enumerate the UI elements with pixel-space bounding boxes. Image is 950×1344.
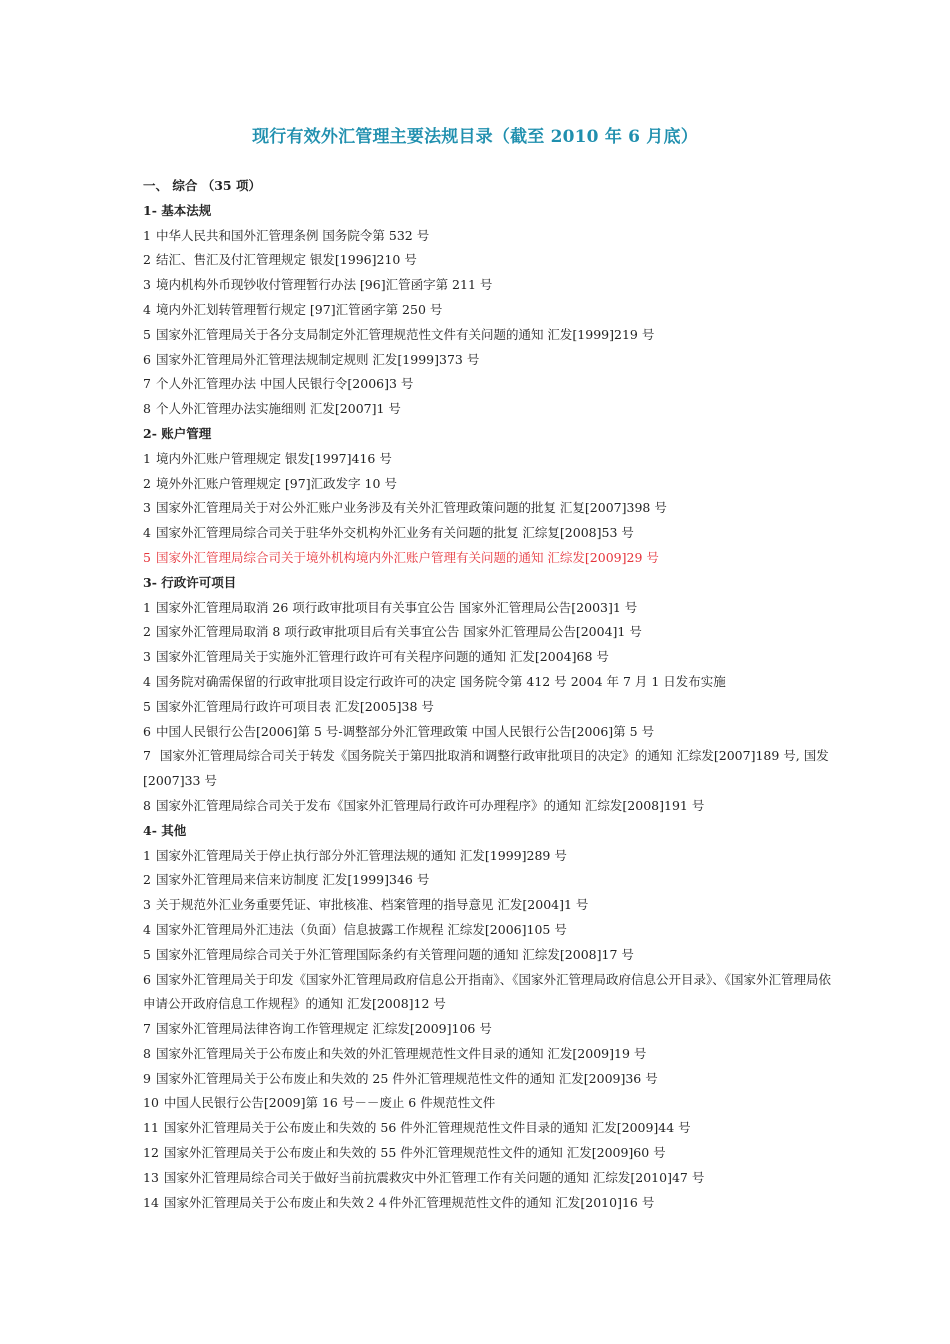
list-item: 14 国家外汇管理局关于公布废止和失效２４件外汇管理规范性文件的通知 汇发[2010]16 号 <box>143 1194 655 1210</box>
list-item: 4 国家外汇管理局综合司关于驻华外交机构外汇业务有关问题的批复 汇综复[2008]53 号 <box>143 525 634 541</box>
list-item: 4 国家外汇管理局外汇违法（负面）信息披露工作规程 汇综发[2006]105 号 <box>143 921 567 937</box>
list-item: 3 关于规范外汇业务重要凭证、审批核准、档案管理的指导意见 汇发[2004]1 号 <box>143 897 589 913</box>
subsection-heading-basic-laws: 1- 基本法规 <box>143 202 212 218</box>
list-item: 4 境内外汇划转管理暂行规定 [97]汇管函字第 250 号 <box>143 301 443 317</box>
list-item: 7 国家外汇管理局法律咨询工作管理规定 汇综发[2009]106 号 <box>143 1021 492 1037</box>
list-item: 2 国家外汇管理局取消 8 项行政审批项目后有关事宜公告 国家外汇管理局公告[2004]1 号 <box>143 624 642 640</box>
list-item: 8 国家外汇管理局关于公布废止和失效的外汇管理规范性文件目录的通知 汇发[2009]19 号 <box>143 1045 647 1061</box>
list-item: 3 国家外汇管理局关于对公外汇账户业务涉及有关外汇管理政策问题的批复 汇复[2007]398 号 <box>143 500 667 516</box>
list-item: 6 中国人民银行公告[2006]第 5 号-调整部分外汇管理政策 中国人民银行公告[2006]第 5 号 <box>143 723 655 739</box>
list-item: 12 国家外汇管理局关于公布废止和失效的 55 件外汇管理规范性文件的通知 汇发[2009]60 号 <box>143 1145 666 1161</box>
list-item: 7 个人外汇管理办法 中国人民银行令[2006]3 号 <box>143 376 414 392</box>
list-item: 3 境内机构外币现钞收付管理暂行办法 [96]汇管函字第 211 号 <box>143 277 493 293</box>
list-item: 10 中国人民银行公告[2009]第 16 号－－废止 6 件规范性文件 <box>143 1095 496 1111</box>
list-item: 2 国家外汇管理局来信来访制度 汇发[1999]346 号 <box>143 872 430 888</box>
list-item: 8 个人外汇管理办法实施细则 汇发[2007]1 号 <box>143 401 401 417</box>
list-item: 2 结汇、售汇及付汇管理规定 银发[1996]210 号 <box>143 252 417 268</box>
page-title: 现行有效外汇管理主要法规目录（截至 2010 年 6 月底） <box>252 127 698 147</box>
list-item: 1 国家外汇管理局关于停止执行部分外汇管理法规的通知 汇发[1999]289 号 <box>143 847 567 863</box>
section-heading-general: 一、 综合 （35 项） <box>143 178 261 193</box>
list-item: 13 国家外汇管理局综合司关于做好当前抗震救灾中外汇管理工作有关问题的通知 汇综发[2010]47 号 <box>143 1169 705 1185</box>
subsection-heading-admin-licensing: 3- 行政许可项目 <box>143 574 237 590</box>
list-item: 9 国家外汇管理局关于公布废止和失效的 25 件外汇管理规范性文件的通知 汇发[2009]36 号 <box>143 1070 658 1086</box>
document-body <box>143 174 843 1215</box>
list-item: 7 国家外汇管理局综合司关于转发《国务院关于第四批取消和调整行政审批项目的决定》的通知 汇综发[2007]189 号, 国发[2007]33 号 <box>143 748 829 789</box>
list-item: 1 国家外汇管理局取消 26 项行政审批项目有关事宜公告 国家外汇管理局公告[2003]1 号 <box>143 599 638 615</box>
list-item: 5 国家外汇管理局行政许可项目表 汇发[2005]38 号 <box>143 698 434 714</box>
list-item: 3 国家外汇管理局关于实施外汇管理行政许可有关程序问题的通知 汇发[2004]68 号 <box>143 649 609 665</box>
list-item: 1 中华人民共和国外汇管理条例 国务院令第 532 号 <box>143 227 430 243</box>
list-item: 8 国家外汇管理局综合司关于发布《国家外汇管理局行政许可办理程序》的通知 汇综发[2008]191 号 <box>143 797 705 813</box>
list-item-highlighted: 5 国家外汇管理局综合司关于境外机构境内外汇账户管理有关问题的通知 汇综发[2009]29 号 <box>143 549 659 565</box>
subsection-heading-account-management: 2- 账户管理 <box>143 425 212 441</box>
list-item: 5 国家外汇管理局关于各分支局制定外汇管理规范性文件有关问题的通知 汇发[1999]219 号 <box>143 326 655 342</box>
list-item: 6 国家外汇管理局外汇管理法规制定规则 汇发[1999]373 号 <box>143 351 480 367</box>
list-item: 6 国家外汇管理局关于印发《国家外汇管理局政府信息公开指南》、《国家外汇管理局政府信息公开目录》、《国家外汇管理局依申请公开政府信息工作规程》的通知 汇发[2008]12 号 <box>143 971 831 1012</box>
list-item: 11 国家外汇管理局关于公布废止和失效的 56 件外汇管理规范性文件目录的通知 汇发[2009]44 号 <box>143 1120 691 1136</box>
subsection-heading-other: 4- 其他 <box>143 822 187 838</box>
list-item: 2 境外外汇账户管理规定 [97]汇政发字 10 号 <box>143 475 397 491</box>
list-item: 5 国家外汇管理局综合司关于外汇管理国际条约有关管理问题的通知 汇综发[2008]17 号 <box>143 946 634 962</box>
list-item: 1 境内外汇账户管理规定 银发[1997]416 号 <box>143 450 392 466</box>
list-item: 4 国务院对确需保留的行政审批项目设定行政许可的决定 国务院令第 412 号 2004 年 7 月 1 日发布实施 <box>143 673 726 689</box>
